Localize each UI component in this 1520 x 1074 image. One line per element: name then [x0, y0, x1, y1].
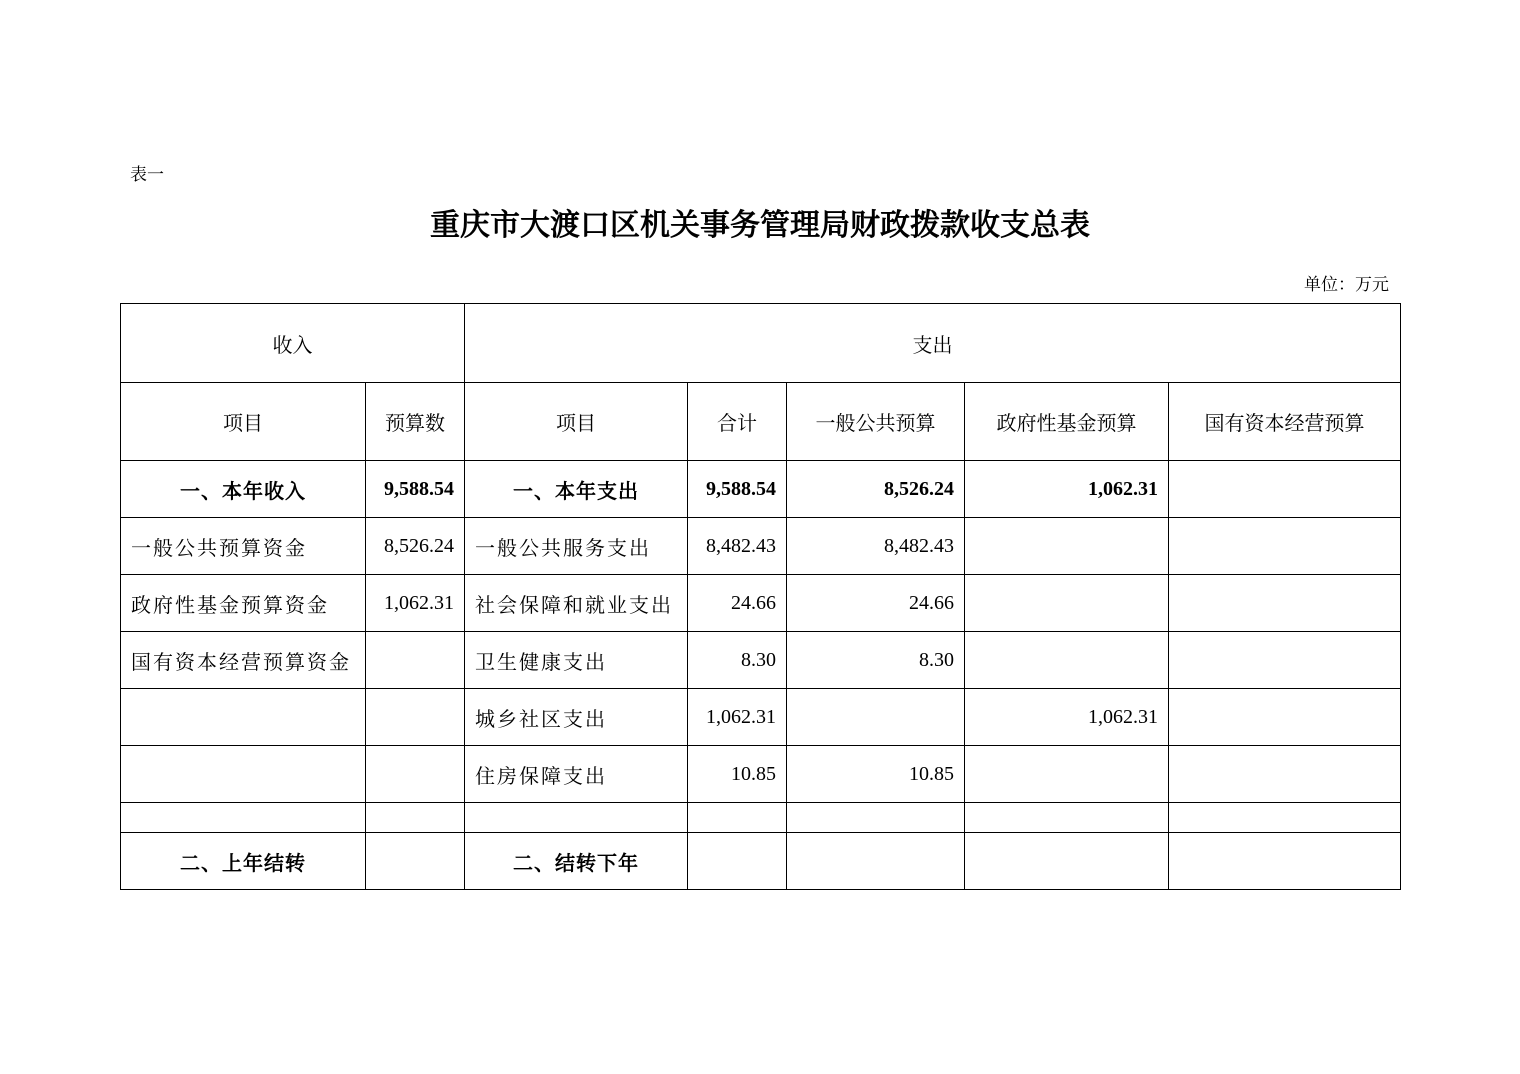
total-cell: 24.66: [688, 575, 787, 632]
income-budget-cell: 1,062.31: [366, 575, 465, 632]
state-capital-cell: [1169, 689, 1401, 746]
income-item-cell: 一、本年收入: [121, 461, 366, 518]
table-row: [121, 746, 1401, 803]
col-header-gov-fund: 政府性基金预算: [965, 383, 1169, 461]
table-row: [121, 632, 1401, 689]
total-cell: [688, 803, 787, 833]
income-budget-cell: [366, 803, 465, 833]
table-row: [121, 518, 1401, 575]
state-capital-cell: [1169, 632, 1401, 689]
expense-item-cell: 一、本年支出: [465, 461, 688, 518]
state-capital-cell: [1169, 746, 1401, 803]
expense-item-cell: 卫生健康支出: [465, 632, 688, 689]
income-item-cell: [121, 803, 366, 833]
general-public-cell: 10.85: [787, 746, 965, 803]
table-row: [121, 575, 1401, 632]
total-cell: 8,482.43: [688, 518, 787, 575]
total-cell: 9,588.54: [688, 461, 787, 518]
income-budget-cell: [366, 689, 465, 746]
general-public-cell: 24.66: [787, 575, 965, 632]
total-cell: [688, 833, 787, 890]
gov-fund-cell: 1,062.31: [965, 461, 1169, 518]
general-public-cell: [787, 689, 965, 746]
column-header-row: [121, 383, 1401, 461]
income-item-cell: 一般公共预算资金: [121, 518, 366, 575]
general-public-cell: 8,482.43: [787, 518, 965, 575]
expense-item-cell: [465, 803, 688, 833]
income-item-cell: 二、上年结转: [121, 833, 366, 890]
gov-fund-cell: [965, 746, 1169, 803]
state-capital-cell: [1169, 518, 1401, 575]
gov-fund-cell: 1,062.31: [965, 689, 1169, 746]
general-public-cell: 8.30: [787, 632, 965, 689]
income-item-cell: [121, 689, 366, 746]
income-budget-cell: [366, 632, 465, 689]
table-row-annual-total: [121, 461, 1401, 518]
income-budget-cell: [366, 746, 465, 803]
col-header-state-capital: 国有资本经营预算: [1169, 383, 1401, 461]
income-budget-cell: 9,588.54: [366, 461, 465, 518]
state-capital-cell: [1169, 803, 1401, 833]
income-budget-cell: [366, 833, 465, 890]
income-section-header: 收入: [121, 304, 465, 383]
total-cell: 10.85: [688, 746, 787, 803]
total-cell: 8.30: [688, 632, 787, 689]
general-public-cell: [787, 833, 965, 890]
total-cell: 1,062.31: [688, 689, 787, 746]
general-public-cell: 8,526.24: [787, 461, 965, 518]
col-header-income-item: 项目: [121, 383, 366, 461]
expense-item-cell: 住房保障支出: [465, 746, 688, 803]
gov-fund-cell: [965, 518, 1169, 575]
state-capital-cell: [1169, 575, 1401, 632]
income-item-cell: 政府性基金预算资金: [121, 575, 366, 632]
col-header-general-public: 一般公共预算: [787, 383, 965, 461]
table-label: 表一: [130, 165, 164, 185]
gov-fund-cell: [965, 803, 1169, 833]
expense-item-cell: 二、结转下年: [465, 833, 688, 890]
gov-fund-cell: [965, 632, 1169, 689]
col-header-total: 合计: [688, 383, 787, 461]
section-header-row: [121, 304, 1401, 383]
expense-item-cell: 城乡社区支出: [465, 689, 688, 746]
budget-summary-table: [120, 303, 1401, 890]
expense-item-cell: 一般公共服务支出: [465, 518, 688, 575]
gov-fund-cell: [965, 833, 1169, 890]
general-public-cell: [787, 803, 965, 833]
unit-label: 单位：万元: [1304, 275, 1389, 295]
col-header-expense-item: 项目: [465, 383, 688, 461]
gov-fund-cell: [965, 575, 1169, 632]
income-budget-cell: 8,526.24: [366, 518, 465, 575]
col-header-income-budget: 预算数: [366, 383, 465, 461]
state-capital-cell: [1169, 461, 1401, 518]
table-row-empty: [121, 803, 1401, 833]
state-capital-cell: [1169, 833, 1401, 890]
income-item-cell: 国有资本经营预算资金: [121, 632, 366, 689]
table-row: [121, 689, 1401, 746]
income-item-cell: [121, 746, 366, 803]
table-row-carryover: [121, 833, 1401, 890]
expense-item-cell: 社会保障和就业支出: [465, 575, 688, 632]
expense-section-header: 支出: [465, 304, 1401, 383]
page-title: 重庆市大渡口区机关事务管理局财政拨款收支总表: [430, 208, 1090, 243]
